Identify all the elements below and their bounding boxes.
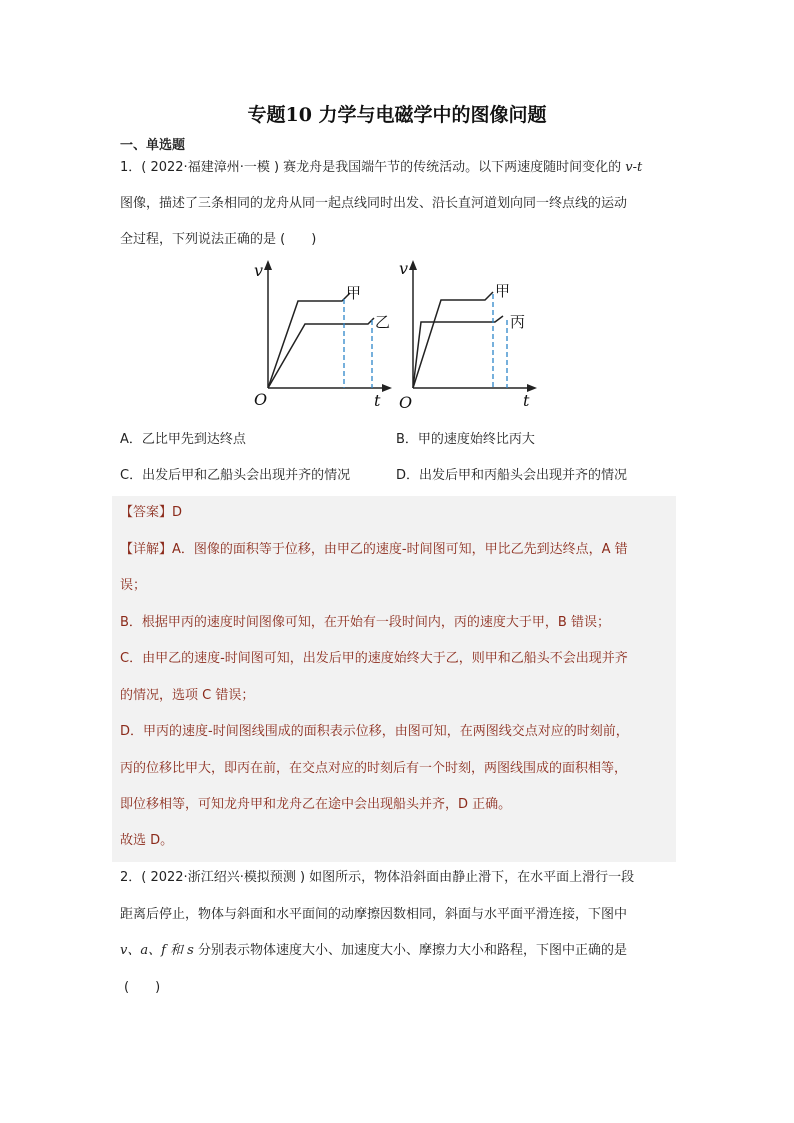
q1-explain-line: C．由甲乙的速度-时间图可知，出发后甲的速度始终大于乙，则甲和乙船头不会出现并齐 xyxy=(120,651,628,666)
q2-stem-line4: ( ) xyxy=(124,980,161,995)
q2-stem-line1: 2．( 2022·浙江绍兴·模拟预测 ) 如图所示，物体沿斜面由静止滑下，在水平面上滑行一段 xyxy=(120,870,635,885)
g2-bing-label: 丙 xyxy=(510,313,526,331)
q2-stem-line3-rest: 分别表示物体速度大小、加速度大小、摩擦力大小和路程，下图中正确的是 xyxy=(193,943,627,958)
q2-stem-line2: 距离后停止，物体与斜面和水平面间的动摩擦因数相同，斜面与水平面平滑连接，下图中 xyxy=(120,907,628,922)
g1-origin-label: O xyxy=(254,390,268,409)
g2-origin-label: O xyxy=(399,393,413,412)
line-bing xyxy=(413,316,503,388)
q1-stem-line2: 图像，描述了三条相同的龙舟从同一起点线同时出发、沿长直河道划向同一终点线的运动 xyxy=(120,196,628,211)
q1-explain-line: 丙的位移比甲大，即丙在前，在交点对应的时刻后有一个时刻，两图线围成的面积相等， xyxy=(120,761,628,776)
q1-explain-line: 即位移相等，可知龙舟甲和龙舟乙在途中会出现船头并齐，D 正确。 xyxy=(120,797,512,812)
g1-t-label: t xyxy=(374,391,381,410)
y-axis-arrow xyxy=(409,260,417,270)
g2-jia-label: 甲 xyxy=(495,282,511,300)
x-axis-arrow xyxy=(382,384,392,392)
vt-graph-jia-yi xyxy=(250,258,400,412)
g1-jia-label: 甲 xyxy=(346,284,362,302)
q1-stem-line1 xyxy=(120,156,642,175)
q1-explain-line: D．甲丙的速度-时间图线围成的面积表示位移，由图可知，在两图线交点对应的时刻前， xyxy=(120,724,629,739)
q1-stem-prefix: 1．( 2022·福建漳州·一模 ) 赛龙舟是我国端午节的传统活动。以下两速度随时间变化的 xyxy=(120,160,626,175)
q1-explain-line: 故选 D。 xyxy=(120,833,174,848)
q1-stem-vt: v-t xyxy=(625,160,643,175)
q1-option-d[interactable]: D．出发后甲和丙船头会出现并齐的情况 xyxy=(396,468,628,483)
line-jia xyxy=(268,293,350,388)
q1-stem-line3: 全过程，下列说法正确的是 ( ) xyxy=(120,232,317,247)
q1-explain-line: 的情况，选项 C 错误； xyxy=(120,688,255,703)
q1-answer: 【答案】D xyxy=(120,505,183,520)
g1-yi-label: 乙 xyxy=(375,313,391,331)
q1-option-c[interactable]: C．出发后甲和乙船头会出现并齐的情况 xyxy=(120,468,351,483)
q2-stem-line3 xyxy=(120,939,627,958)
line-yi xyxy=(268,318,374,388)
q1-option-a[interactable]: A．乙比甲先到达终点 xyxy=(120,432,246,447)
y-axis-arrow xyxy=(264,260,272,270)
q1-explain-line: B．根据甲丙的速度时间图像可知，在开始有一段时间内，丙的速度大于甲，B 错误； xyxy=(120,615,610,630)
q1-explain-line: 【详解】A．图像的面积等于位移，由甲乙的速度-时间图可知，甲比乙先到达终点，A 错 xyxy=(120,542,628,557)
page-title: 专题10 力学与电磁学中的图像问题 xyxy=(247,104,547,126)
section-heading: 一、单选题 xyxy=(120,138,186,153)
line-jia xyxy=(413,292,493,388)
q2-vars: v、a、f 和 s xyxy=(120,943,194,958)
g2-t-label: t xyxy=(523,391,530,410)
q1-option-b[interactable]: B．甲的速度始终比丙大 xyxy=(396,432,535,447)
vt-graph-jia-bing xyxy=(395,258,545,412)
g2-v-label: v xyxy=(399,259,409,278)
g1-v-label: v xyxy=(254,261,264,280)
q1-explain-line: 误； xyxy=(120,578,147,593)
